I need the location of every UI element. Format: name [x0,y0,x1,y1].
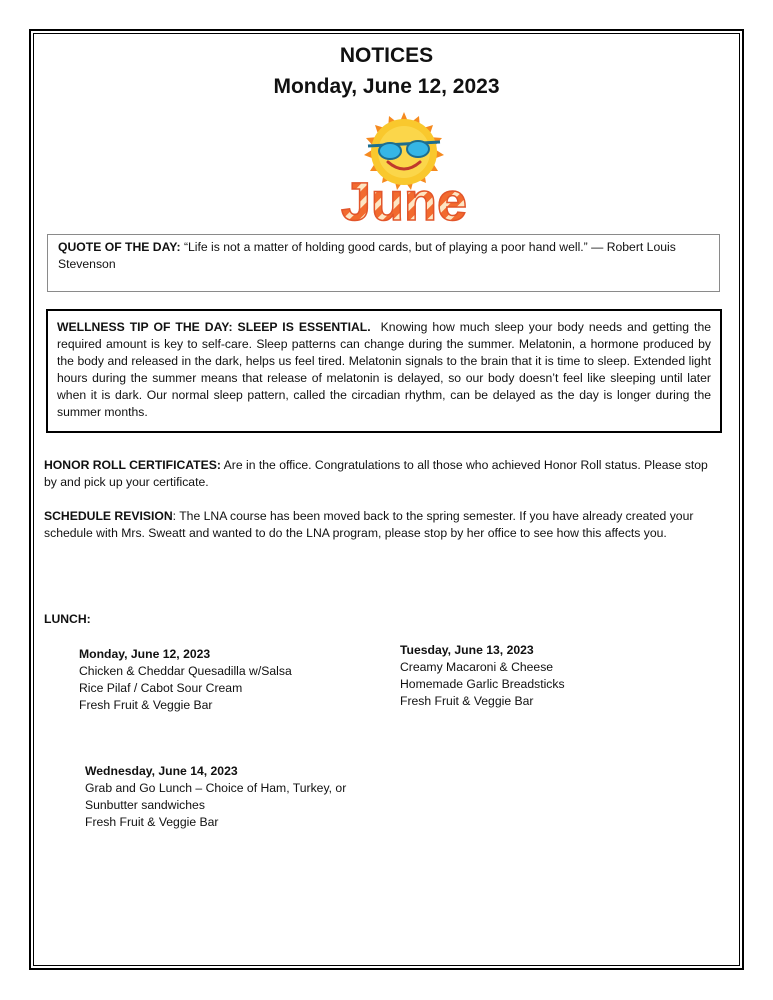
lunch-heading: LUNCH: [44,612,91,626]
honor-roll-text: Are in the office. Congratulations to all those who achieved Honor Roll status. Please stop by and pick up your certificate. [44,458,708,489]
lunch-item: Fresh Fruit & Veggie Bar [79,698,213,712]
lunch-item: Grab and Go Lunch – Choice of Ham, Turkey, or Sunbutter sandwiches [85,781,347,812]
lunch-day-label: Tuesday, June 13, 2023 [400,643,534,657]
schedule-label: SCHEDULE REVISION [44,509,173,523]
lunch-menu-monday [79,646,292,714]
page-date: Monday, June 12, 2023 [273,75,500,98]
lunch-item: Chicken & Cheddar Quesadilla w/Salsa [79,664,292,678]
lunch-menu-tuesday [400,642,565,710]
quote-of-the-day-box [47,234,720,292]
june-word-art: June [340,172,468,228]
wellness-text: Knowing how much sleep your body needs and getting the required amount is key to self-care. Sleep patterns can change during the summer. Melatonin, a hormone produced by the body and released in the dark, helps us feel tired. Melatonin signals to the brain that it is time to sleep. Extended light hours during the summer means that release of melatonin is delayed, so our body doesn’t feel like sleeping until later when it is dark. Our normal sleep pattern, called the circadian rhythm, can be delayed as the day is longer during the summer months. [57,320,711,419]
schedule-text: : The LNA course has been moved back to the spring semester. If you have already created your schedule with Mrs. Sweatt and wanted to do the LNA program, please stop by her office to see how this affects you. [44,509,694,540]
quote-label: QUOTE OF THE DAY: [58,240,181,254]
wellness-tip-box [46,309,722,433]
wellness-label: WELLNESS TIP OF THE DAY: SLEEP IS ESSENTIAL. [57,320,371,334]
lunch-day-label: Wednesday, June 14, 2023 [85,764,238,778]
lunch-item: Fresh Fruit & Veggie Bar [85,815,219,829]
lunch-item: Homemade Garlic Breadsticks [400,677,565,691]
lunch-day-label: Monday, June 12, 2023 [79,647,211,661]
june-sun-clipart [316,110,492,228]
lunch-menu-wednesday [85,763,375,831]
page-title: NOTICES [339,44,434,67]
schedule-revision-notice [44,508,724,542]
honor-roll-notice [44,457,724,491]
lunch-item: Rice Pilaf / Cabot Sour Cream [79,681,243,695]
lunch-item: Fresh Fruit & Veggie Bar [400,694,534,708]
lunch-item: Creamy Macaroni & Cheese [400,660,554,674]
quote-text: “Life is not a matter of holding good cards, but of playing a poor hand well.” — Robert Louis Stevenson [58,240,676,271]
honor-roll-label: HONOR ROLL CERTIFICATES: [44,458,221,472]
